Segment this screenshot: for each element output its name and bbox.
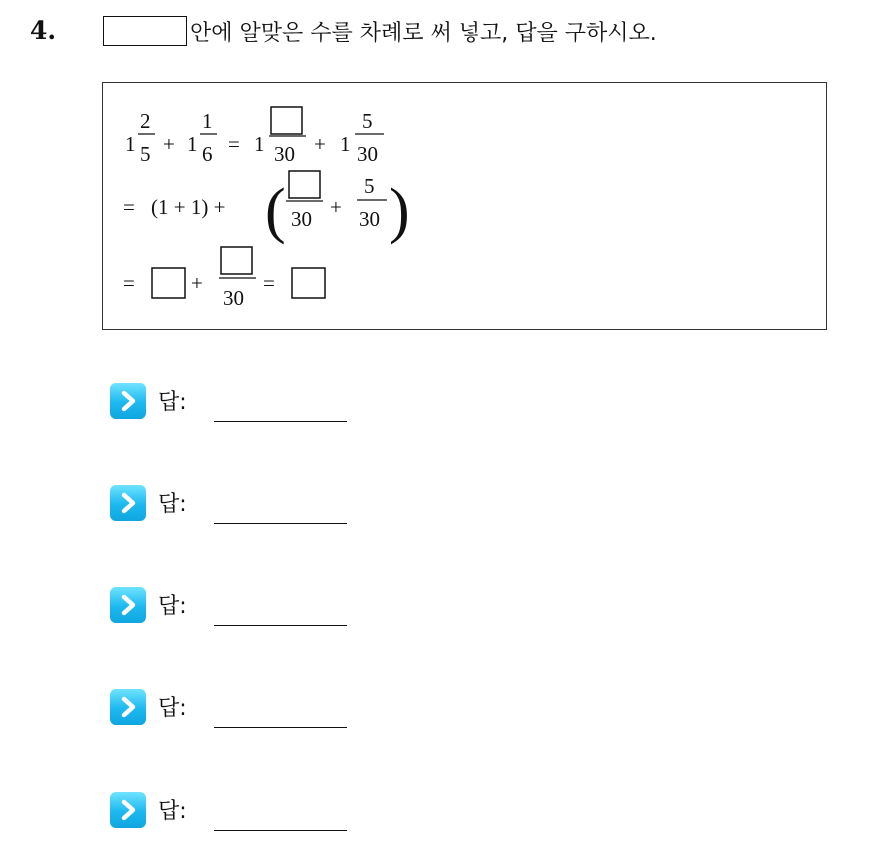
equals-sign: = bbox=[228, 132, 240, 156]
answer-line[interactable] bbox=[214, 625, 347, 626]
plus-sign: + bbox=[330, 195, 342, 219]
answer-row bbox=[110, 587, 370, 647]
plus-sign: + bbox=[191, 271, 203, 295]
mixed-whole: 1 bbox=[340, 132, 351, 156]
numerator-blank bbox=[221, 247, 252, 274]
math-expression bbox=[103, 83, 828, 331]
fraction-numerator: 5 bbox=[364, 174, 375, 198]
plus-sign: + bbox=[163, 132, 175, 156]
chevron-right-icon bbox=[110, 689, 146, 725]
fraction-denominator: 6 bbox=[202, 142, 213, 166]
answer-label: 답: bbox=[158, 799, 187, 824]
fraction-denominator: 30 bbox=[357, 142, 378, 166]
answer-label: 답: bbox=[158, 390, 187, 415]
answer-label: 답: bbox=[158, 696, 187, 721]
paren-expression: (1 + 1) + bbox=[151, 195, 226, 219]
answer-label: 답: bbox=[158, 594, 187, 619]
fraction-denominator: 30 bbox=[291, 207, 312, 231]
answer-row bbox=[110, 383, 370, 443]
answer-row bbox=[110, 792, 370, 852]
question-number: 4. bbox=[30, 16, 57, 45]
question-prompt bbox=[103, 14, 657, 48]
equals-sign: = bbox=[123, 271, 135, 295]
answer-row bbox=[110, 689, 370, 749]
math-expression-box bbox=[102, 82, 827, 330]
answer-label: 답: bbox=[158, 492, 187, 517]
chevron-right-icon bbox=[110, 383, 146, 419]
chevron-right-icon bbox=[110, 587, 146, 623]
whole-number-blank bbox=[152, 268, 185, 298]
chevron-right-icon bbox=[110, 485, 146, 521]
answer-line[interactable] bbox=[214, 830, 347, 831]
right-paren: ) bbox=[389, 177, 410, 245]
prompt-text: 안에 알맞은 수를 차례로 써 넣고, 답을 구하시오. bbox=[190, 20, 657, 46]
fraction-numerator: 2 bbox=[140, 109, 151, 133]
plus-sign: + bbox=[314, 132, 326, 156]
equals-sign: = bbox=[263, 271, 275, 295]
numerator-blank bbox=[289, 171, 320, 198]
mixed-whole: 1 bbox=[125, 132, 136, 156]
equals-sign: = bbox=[123, 195, 135, 219]
fraction-numerator: 5 bbox=[362, 109, 373, 133]
chevron-right-icon bbox=[110, 792, 146, 828]
fraction-numerator: 1 bbox=[202, 109, 213, 133]
answer-line[interactable] bbox=[214, 727, 347, 728]
left-paren: ( bbox=[265, 177, 286, 245]
fraction-denominator: 30 bbox=[223, 286, 244, 310]
answer-line[interactable] bbox=[214, 421, 347, 422]
fraction-denominator: 5 bbox=[140, 142, 151, 166]
answer-row bbox=[110, 485, 370, 545]
answer-line[interactable] bbox=[214, 523, 347, 524]
fraction-denominator: 30 bbox=[359, 207, 380, 231]
result-blank bbox=[292, 268, 325, 298]
mixed-whole: 1 bbox=[187, 132, 198, 156]
mixed-whole: 1 bbox=[254, 132, 265, 156]
answer-blank-box bbox=[103, 16, 187, 46]
numerator-blank bbox=[271, 107, 302, 134]
fraction-denominator: 30 bbox=[274, 142, 295, 166]
